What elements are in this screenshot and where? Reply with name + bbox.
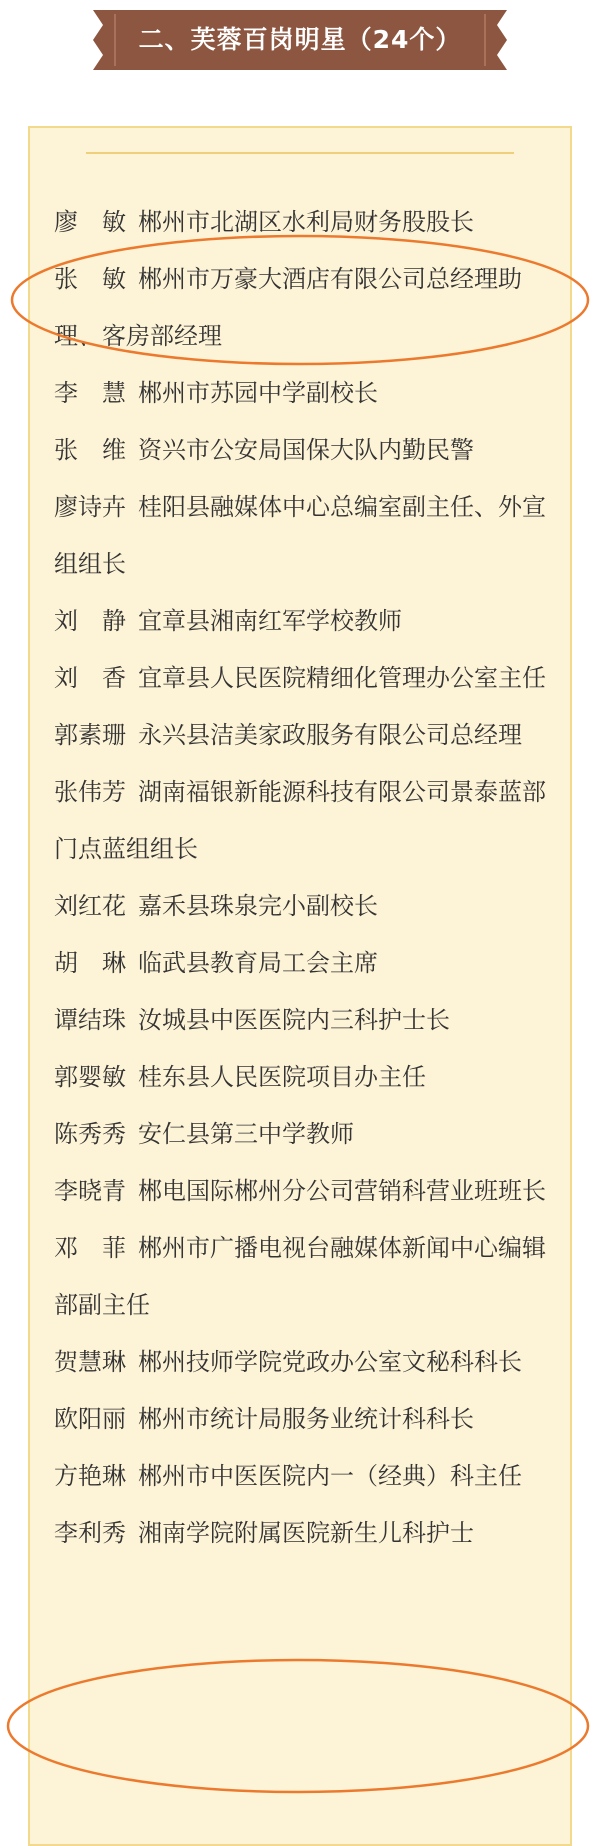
honoree-name: 李 慧 — [54, 379, 126, 407]
section-title: 二、芙蓉百岗明星（24个） — [138, 25, 462, 54]
list-item — [54, 1334, 566, 1391]
honoree-title: 桂阳县融媒体中心总编室副主任、外宣组组长 — [54, 493, 546, 578]
honoree-name: 廖 敏 — [54, 208, 126, 236]
honoree-name: 胡 琳 — [54, 949, 126, 977]
list-item — [54, 878, 566, 935]
honoree-name: 张伟芳 — [54, 778, 126, 806]
section-banner — [93, 10, 507, 70]
honoree-name: 郭婴敏 — [54, 1063, 126, 1091]
honoree-title: 郴州技师学院党政办公室文秘科科长 — [138, 1348, 522, 1376]
honoree-name: 刘 香 — [54, 664, 126, 692]
honoree-title: 安仁县第三中学教师 — [138, 1120, 354, 1148]
honoree-name: 陈秀秀 — [54, 1120, 126, 1148]
honoree-title: 永兴县洁美家政服务有限公司总经理 — [138, 721, 522, 749]
list-item — [54, 422, 566, 479]
honoree-list — [54, 194, 566, 1562]
list-item — [54, 194, 566, 251]
honoree-title: 湖南福银新能源科技有限公司景泰蓝部门点蓝组组长 — [54, 778, 546, 863]
honoree-title: 郴州市苏园中学副校长 — [138, 379, 378, 407]
panel-divider — [86, 152, 514, 154]
honoree-name: 李晓青 — [54, 1177, 126, 1205]
list-item — [54, 935, 566, 992]
list-item — [54, 650, 566, 707]
honoree-name: 欧阳丽 — [54, 1405, 126, 1433]
honoree-name: 方艳琳 — [54, 1462, 126, 1490]
list-item — [54, 1391, 566, 1448]
honoree-name: 张 敏 — [54, 265, 126, 293]
honoree-title: 宜章县湘南红军学校教师 — [138, 607, 402, 635]
honoree-title: 资兴市公安局国保大队内勤民警 — [138, 436, 474, 464]
honoree-name: 贺慧琳 — [54, 1348, 126, 1376]
honoree-name: 郭素珊 — [54, 721, 126, 749]
honoree-name: 谭结珠 — [54, 1006, 126, 1034]
honoree-name: 刘 静 — [54, 607, 126, 635]
honoree-name: 张 维 — [54, 436, 126, 464]
list-item — [54, 1163, 566, 1220]
list-item — [54, 593, 566, 650]
honoree-name: 邓 菲 — [54, 1234, 126, 1262]
list-item — [54, 479, 566, 593]
honoree-title: 宜章县人民医院精细化管理办公室主任 — [138, 664, 546, 692]
honoree-name: 李利秀 — [54, 1519, 126, 1547]
list-item — [54, 992, 566, 1049]
honoree-title: 嘉禾县珠泉完小副校长 — [138, 892, 378, 920]
list-item — [54, 1106, 566, 1163]
honoree-name: 廖诗卉 — [54, 493, 126, 521]
honoree-title: 郴州市广播电视台融媒体新闻中心编辑部副主任 — [54, 1234, 546, 1319]
list-item — [54, 251, 566, 365]
list-item — [54, 1448, 566, 1505]
honoree-title: 临武县教育局工会主席 — [138, 949, 378, 977]
honoree-name: 刘红花 — [54, 892, 126, 920]
honoree-title: 湘南学院附属医院新生儿科护士 — [138, 1519, 474, 1547]
honoree-title: 郴州市万豪大酒店有限公司总经理助理、客房部经理 — [54, 265, 522, 350]
list-item — [54, 1049, 566, 1106]
honoree-title: 郴州市统计局服务业统计科科长 — [138, 1405, 474, 1433]
honoree-title: 郴电国际郴州分公司营销科营业班班长 — [138, 1177, 546, 1205]
honoree-title: 桂东县人民医院项目办主任 — [138, 1063, 426, 1091]
honoree-title: 郴州市北湖区水利局财务股股长 — [138, 208, 474, 236]
honoree-title: 郴州市中医医院内一（经典）科主任 — [138, 1462, 522, 1490]
list-item — [54, 365, 566, 422]
list-item — [54, 764, 566, 878]
list-item — [54, 707, 566, 764]
list-item — [54, 1505, 566, 1562]
list-item — [54, 1220, 566, 1334]
honoree-title: 汝城县中医医院内三科护士长 — [138, 1006, 450, 1034]
